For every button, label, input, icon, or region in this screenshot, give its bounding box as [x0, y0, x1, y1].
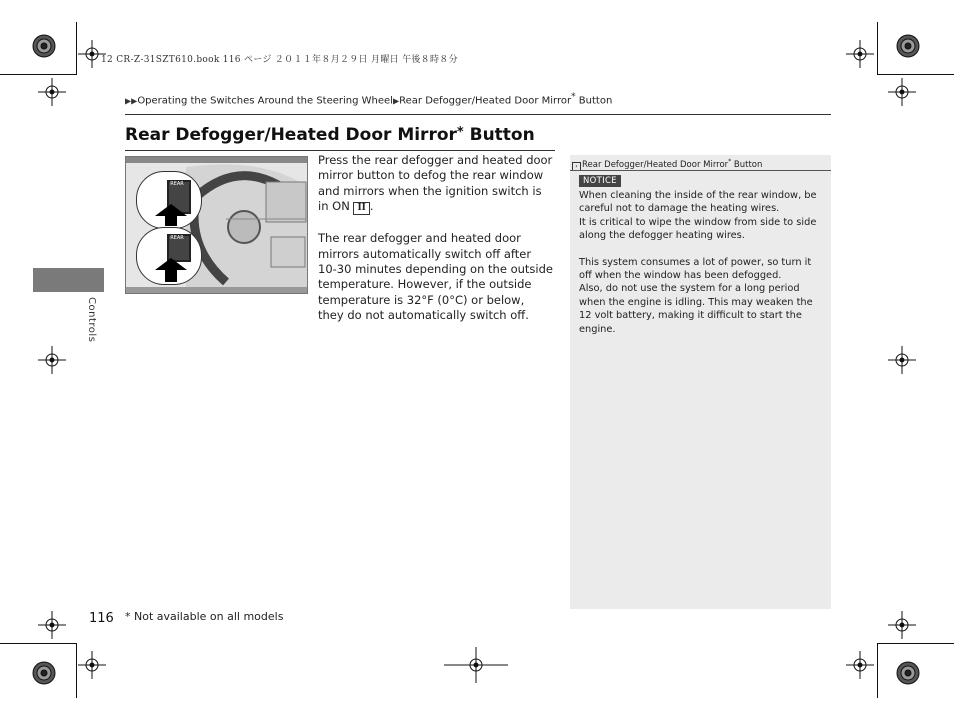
body-paragraph-1-end: .	[369, 199, 374, 214]
push-arrow-icon	[155, 258, 187, 270]
push-arrow-icon	[155, 204, 187, 216]
rear-button-label-top: REAR	[170, 181, 184, 187]
sidebar-rule	[570, 170, 831, 171]
push-arrow-shaft	[165, 270, 177, 282]
breadcrumb-item-2[interactable]: Rear Defogger/Heated Door Mirror	[399, 95, 572, 107]
chapter-tab[interactable]	[33, 268, 104, 292]
notes-sidebar	[570, 155, 831, 609]
rear-defogger-button-closeup-bottom	[136, 227, 202, 285]
body-paragraph-1-text: Press the rear defogger and heated door mirror button to defog the rear window and mirrors when the ignition switch is in ON	[318, 153, 553, 214]
breadcrumb-item-1[interactable]: Operating the Switches Around the Steering Wheel	[137, 95, 393, 107]
push-arrow-shaft	[165, 216, 177, 226]
breadcrumb-rule	[125, 114, 831, 115]
ignition-position-key-icon: II	[353, 202, 369, 215]
breadcrumb-arrow-icon: ▶▶	[125, 96, 138, 106]
sidebar-text	[579, 189, 825, 336]
rear-defogger-button-closeup-top	[136, 171, 202, 229]
sidebar-heading[interactable]	[570, 155, 831, 171]
sidebar-line: It is critical to wipe the window from side to side along the defogger heating wires.	[579, 216, 817, 242]
breadcrumb	[125, 92, 612, 106]
section-title-asterisk: *	[456, 125, 464, 140]
sidebar-line: When cleaning the inside of the rear window, be careful not to damage the heating wires.	[579, 190, 817, 215]
page-number: 116	[89, 611, 114, 626]
body-text	[318, 153, 553, 340]
rear-button-label-bottom: REAR	[170, 235, 184, 241]
body-paragraph-2: The rear defogger and heated door mirrors automatically switch off after 10-30 minutes depending on the outside temperature. However, if the outside temperature is 32°F (0°C) or below, they do not automatically switch off.	[318, 231, 553, 323]
section-title	[125, 125, 535, 145]
dashboard-illustration	[125, 156, 308, 294]
sidebar-heading-text: Rear Defogger/Heated Door Mirror	[582, 159, 729, 170]
body-paragraph-1	[318, 153, 553, 215]
breadcrumb-asterisk: *	[571, 92, 576, 102]
breadcrumb-arrow-icon: ▶	[392, 96, 400, 106]
print-meta: 12 CR-Z-31SZT610.book 116 ページ ２０１１年８月２９日 月曜日 午後８時８分	[101, 55, 458, 65]
section-title-suffix: Button	[463, 125, 535, 145]
sidebar-link-icon: ›	[572, 162, 581, 171]
title-rule	[125, 150, 555, 151]
notice-badge: NOTICE	[579, 175, 621, 187]
sidebar-heading-asterisk: *	[728, 158, 732, 165]
footnote: * Not available on all models	[125, 610, 284, 623]
chapter-tab-label: Controls	[86, 297, 97, 343]
sidebar-heading-suffix: Button	[731, 159, 763, 170]
sidebar-line: This system consumes a lot of power, so turn it off when the window has been defogged.	[579, 256, 812, 282]
sidebar-line: Also, do not use the system for a long period when the engine is idling. This may weaken the 12 volt battery, making it difficult to start the engine.	[579, 283, 813, 335]
breadcrumb-item-2-suffix: Button	[575, 95, 613, 107]
section-title-text: Rear Defogger/Heated Door Mirror	[125, 125, 457, 145]
